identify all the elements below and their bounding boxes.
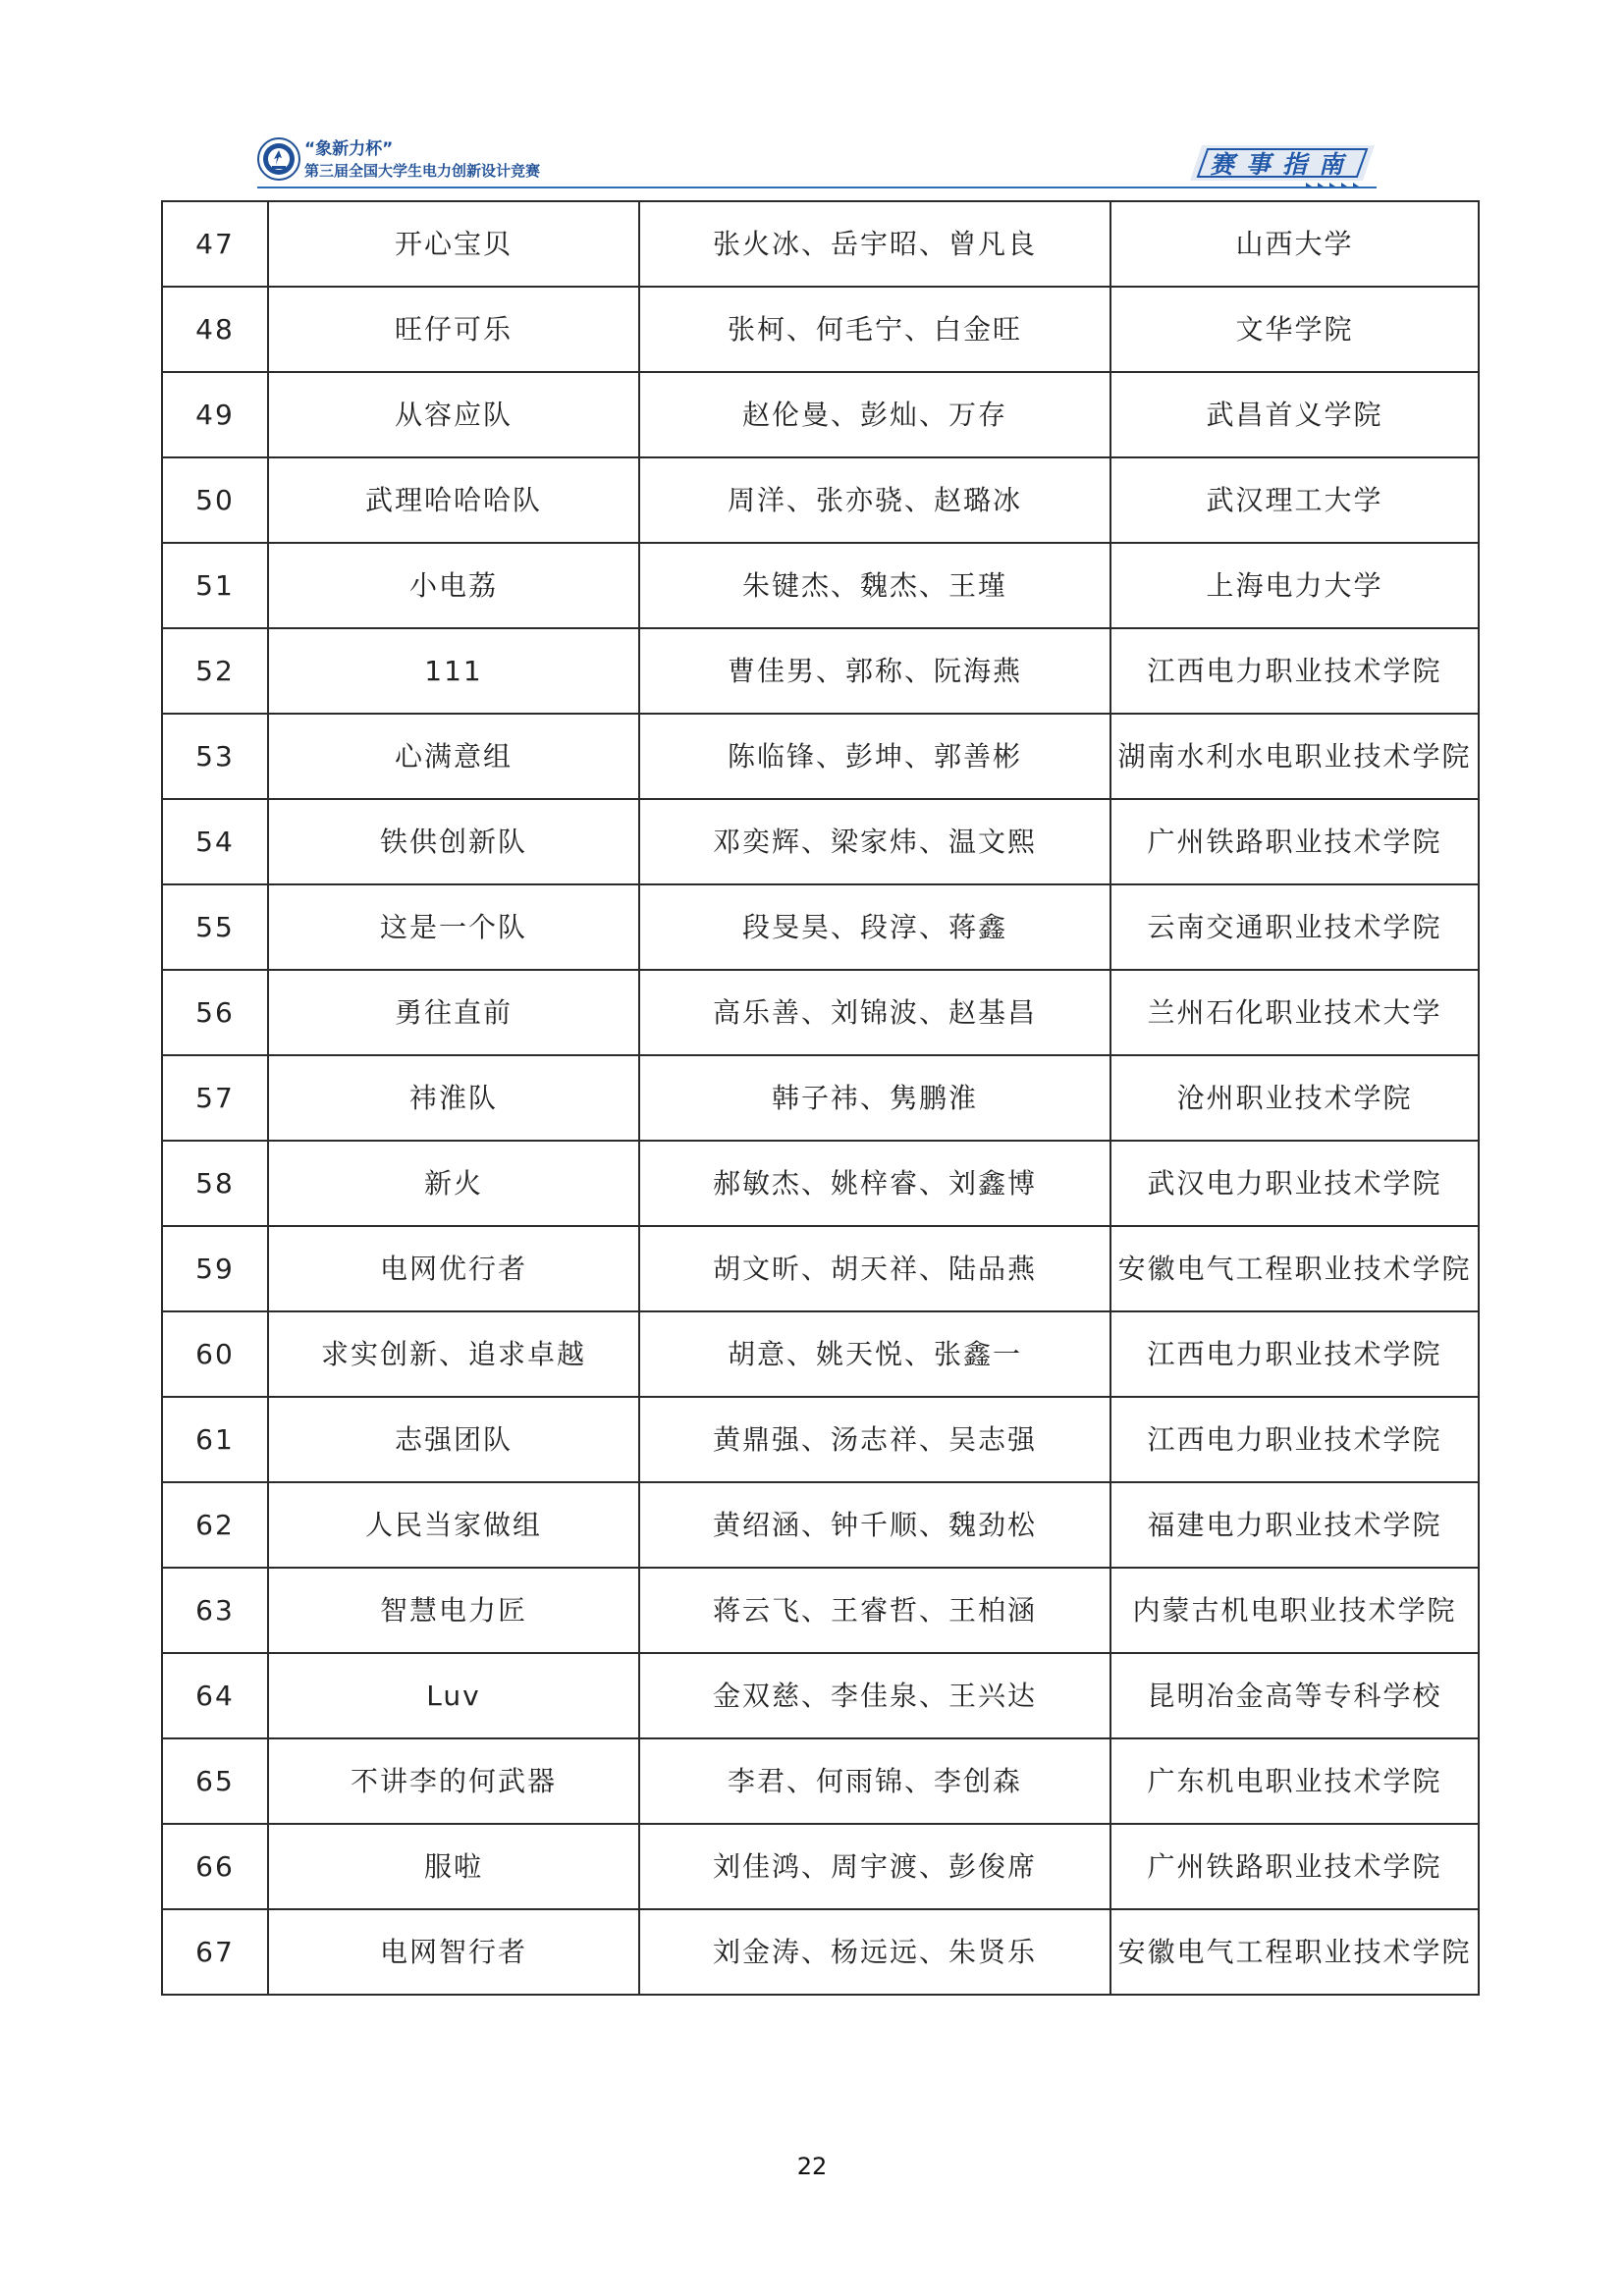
table-row — [162, 1738, 1479, 1824]
table-row — [162, 201, 1479, 287]
table-row — [162, 1824, 1479, 1909]
team-name-cell: 小电荔 — [268, 543, 639, 628]
team-number-cell: 49 — [162, 372, 268, 457]
team-number-cell: 63 — [162, 1568, 268, 1653]
team-number-cell: 58 — [162, 1141, 268, 1226]
team-members-cell: 高乐善、刘锦波、赵基昌 — [639, 970, 1110, 1055]
team-name-cell: 勇往直前 — [268, 970, 639, 1055]
event-full-name: 第三届全国大学生电力创新设计竞赛 — [304, 162, 541, 180]
guide-label: 赛事指南 — [1210, 150, 1356, 179]
school-cell: 山西大学 — [1110, 201, 1479, 287]
team-number-cell: 52 — [162, 628, 268, 714]
school-cell: 内蒙古机电职业技术学院 — [1110, 1568, 1479, 1653]
school-cell: 广东机电职业技术学院 — [1110, 1738, 1479, 1824]
team-members-cell: 胡意、姚天悦、张鑫一 — [639, 1311, 1110, 1397]
guide-badge — [1188, 141, 1375, 188]
team-name-cell: 这是一个队 — [268, 884, 639, 970]
team-members-cell: 韩子祎、隽鹏淮 — [639, 1055, 1110, 1141]
team-members-cell: 刘金涛、杨远远、朱贤乐 — [639, 1909, 1110, 1995]
table-row — [162, 1482, 1479, 1568]
team-name-cell: 志强团队 — [268, 1397, 639, 1482]
team-number-cell: 60 — [162, 1311, 268, 1397]
team-roster-table — [161, 200, 1480, 1996]
team-name-cell: 智慧电力匠 — [268, 1568, 639, 1653]
team-members-cell: 周洋、张亦骁、赵璐冰 — [639, 457, 1110, 543]
page-number: 22 — [796, 2153, 828, 2180]
table-row — [162, 1226, 1479, 1311]
team-members-cell: 胡文昕、胡天祥、陆品燕 — [639, 1226, 1110, 1311]
table-row — [162, 1055, 1479, 1141]
school-cell: 广州铁路职业技术学院 — [1110, 1824, 1479, 1909]
school-cell: 上海电力大学 — [1110, 543, 1479, 628]
team-members-cell: 李君、何雨锦、李创森 — [639, 1738, 1110, 1824]
table-row — [162, 884, 1479, 970]
team-number-cell: 53 — [162, 714, 268, 799]
team-members-cell: 郝敏杰、姚梓睿、刘鑫博 — [639, 1141, 1110, 1226]
team-number-cell: 57 — [162, 1055, 268, 1141]
team-name-cell: 电网优行者 — [268, 1226, 639, 1311]
team-members-cell: 刘佳鸿、周宇渡、彭俊席 — [639, 1824, 1110, 1909]
table-row — [162, 714, 1479, 799]
school-cell: 昆明冶金高等专科学校 — [1110, 1653, 1479, 1738]
team-members-cell: 曹佳男、郭称、阮海燕 — [639, 628, 1110, 714]
team-name-cell: 祎淮队 — [268, 1055, 639, 1141]
team-number-cell: 62 — [162, 1482, 268, 1568]
team-members-cell: 赵伦曼、彭灿、万存 — [639, 372, 1110, 457]
team-number-cell: 61 — [162, 1397, 268, 1482]
team-members-cell: 陈临锋、彭坤、郭善彬 — [639, 714, 1110, 799]
school-cell: 湖南水利水电职业技术学院 — [1110, 714, 1479, 799]
team-name-cell: 新火 — [268, 1141, 639, 1226]
school-cell: 江西电力职业技术学院 — [1110, 1311, 1479, 1397]
header-divider — [257, 187, 1377, 188]
competition-emblem-icon — [257, 137, 300, 181]
table-row — [162, 287, 1479, 372]
table-row — [162, 457, 1479, 543]
team-number-cell: 64 — [162, 1653, 268, 1738]
school-cell: 江西电力职业技术学院 — [1110, 628, 1479, 714]
school-cell: 武昌首义学院 — [1110, 372, 1479, 457]
team-number-cell: 59 — [162, 1226, 268, 1311]
team-name-cell: 服啦 — [268, 1824, 639, 1909]
team-number-cell: 50 — [162, 457, 268, 543]
table-row — [162, 1568, 1479, 1653]
team-number-cell: 48 — [162, 287, 268, 372]
team-name-cell: 铁供创新队 — [268, 799, 639, 884]
team-members-cell: 张火冰、岳宇昭、曾凡良 — [639, 201, 1110, 287]
school-cell: 沧州职业技术学院 — [1110, 1055, 1479, 1141]
team-number-cell: 55 — [162, 884, 268, 970]
team-number-cell: 65 — [162, 1738, 268, 1824]
school-cell: 云南交通职业技术学院 — [1110, 884, 1479, 970]
table-row — [162, 1311, 1479, 1397]
event-name: “象新力杯” — [304, 139, 394, 159]
school-cell: 广州铁路职业技术学院 — [1110, 799, 1479, 884]
team-name-cell: 心满意组 — [268, 714, 639, 799]
team-members-cell: 朱键杰、魏杰、王瑾 — [639, 543, 1110, 628]
team-name-cell: Luv — [268, 1653, 639, 1738]
school-cell: 武汉电力职业技术学院 — [1110, 1141, 1479, 1226]
school-cell: 武汉理工大学 — [1110, 457, 1479, 543]
team-number-cell: 47 — [162, 201, 268, 287]
team-members-cell: 张柯、何毛宁、白金旺 — [639, 287, 1110, 372]
team-number-cell: 67 — [162, 1909, 268, 1995]
team-number-cell: 56 — [162, 970, 268, 1055]
table-row — [162, 543, 1479, 628]
table-row — [162, 1909, 1479, 1995]
team-name-cell: 不讲李的何武器 — [268, 1738, 639, 1824]
team-name-cell: 武理哈哈哈队 — [268, 457, 639, 543]
school-cell: 江西电力职业技术学院 — [1110, 1397, 1479, 1482]
school-cell: 安徽电气工程职业技术学院 — [1110, 1909, 1479, 1995]
team-number-cell: 66 — [162, 1824, 268, 1909]
table-row — [162, 1397, 1479, 1482]
team-members-cell: 蒋云飞、王睿哲、王柏涵 — [639, 1568, 1110, 1653]
team-name-cell: 旺仔可乐 — [268, 287, 639, 372]
table-row — [162, 799, 1479, 884]
page-header — [257, 130, 1377, 196]
table-row — [162, 628, 1479, 714]
table-row — [162, 970, 1479, 1055]
table-row — [162, 372, 1479, 457]
school-cell: 兰州石化职业技术大学 — [1110, 970, 1479, 1055]
team-members-cell: 段旻昊、段淳、蒋鑫 — [639, 884, 1110, 970]
team-members-cell: 邓奕辉、梁家炜、温文熙 — [639, 799, 1110, 884]
table-row — [162, 1653, 1479, 1738]
team-number-cell: 54 — [162, 799, 268, 884]
school-cell: 福建电力职业技术学院 — [1110, 1482, 1479, 1568]
school-cell: 安徽电气工程职业技术学院 — [1110, 1226, 1479, 1311]
team-roster-body — [162, 201, 1479, 1995]
school-cell: 文华学院 — [1110, 287, 1479, 372]
team-number-cell: 51 — [162, 543, 268, 628]
team-name-cell: 111 — [268, 628, 639, 714]
team-name-cell: 从容应队 — [268, 372, 639, 457]
team-name-cell: 求实创新、追求卓越 — [268, 1311, 639, 1397]
team-members-cell: 黄绍涵、钟千顺、魏劲松 — [639, 1482, 1110, 1568]
team-members-cell: 金双慈、李佳泉、王兴达 — [639, 1653, 1110, 1738]
team-name-cell: 开心宝贝 — [268, 201, 639, 287]
table-row — [162, 1141, 1479, 1226]
team-name-cell: 人民当家做组 — [268, 1482, 639, 1568]
team-name-cell: 电网智行者 — [268, 1909, 639, 1995]
team-members-cell: 黄鼎强、汤志祥、吴志强 — [639, 1397, 1110, 1482]
